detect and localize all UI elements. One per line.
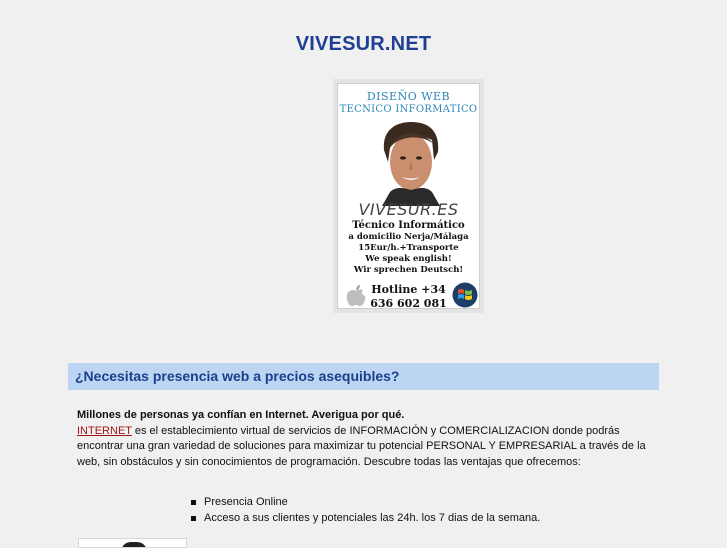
banner-heading-tech: TECNICO INFORMATICO	[339, 104, 478, 115]
banner-brand: VIVESUR.ES	[358, 200, 459, 219]
bullet-icon	[191, 500, 196, 505]
banner-service-title: Técnico Informático	[352, 220, 465, 231]
banner-card	[337, 83, 480, 309]
banner-detail-line: 15Eur/h.+Transporte	[358, 243, 459, 253]
section-heading: ¿Necesitas presencia web a precios asequibles?	[75, 368, 400, 384]
features-list	[190, 494, 540, 526]
banner-detail-line: a domicilio Nerja/Málaga	[348, 232, 469, 242]
advertisement-banner[interactable]	[333, 79, 484, 313]
banner-detail-line: Wir sprechen Deutsch!	[353, 265, 464, 275]
hotline-number: 636 602 081	[370, 297, 447, 309]
hotline-label: Hotline +34	[371, 283, 446, 296]
banner-details	[338, 219, 479, 276]
feature-label: Acceso a sus clientes y potenciales las 24h. los 7 dias de la semana.	[204, 512, 541, 524]
section-heading-bar	[68, 363, 659, 390]
banner-heading-design: DISEÑO WEB	[366, 90, 451, 103]
list-item	[190, 494, 540, 510]
bottom-image	[78, 538, 187, 548]
intro-text	[77, 408, 657, 470]
banner-detail-line: We speak english!	[365, 254, 452, 264]
intro-body: es el establecimiento virtual de servicios de INFORMACIÓN y COMERCIALIZACION donde podrás encontrar una gran variedad de soluciones para maximizar tu potencial PERSONAL Y EMPRESARIAL a través de la web, sin obstáculos y sin conocimientos de programación. Descubre todas las ventajas que ofrecemos:	[77, 424, 646, 468]
internet-link[interactable]: INTERNET	[77, 424, 132, 437]
intro-lead: Millones de personas ya confían en Internet. Averigua por qué.	[77, 409, 405, 421]
bullet-icon	[191, 516, 196, 521]
feature-label: Presencia Online	[204, 496, 288, 508]
windows-icon	[451, 282, 479, 308]
portrait-photo	[378, 120, 444, 206]
list-item	[190, 510, 540, 526]
site-title: VIVESUR.NET	[295, 33, 432, 55]
